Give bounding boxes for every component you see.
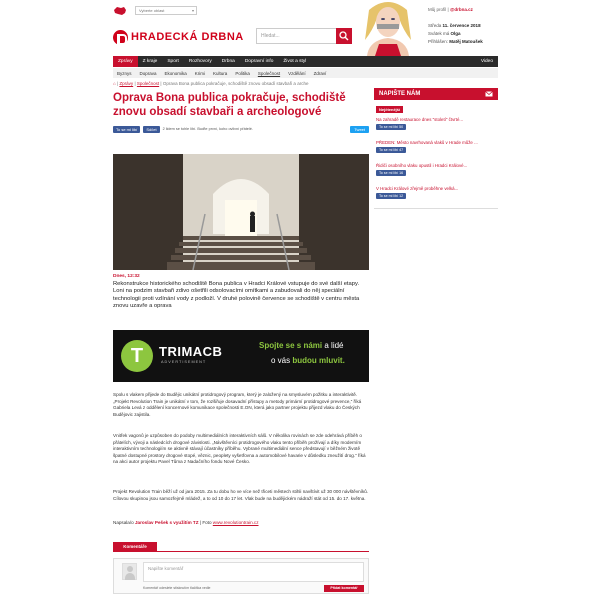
region-select-value: Vyberte oblast xyxy=(139,8,165,13)
most-read-label: Nejčtenější xyxy=(376,106,403,113)
region-select[interactable] xyxy=(135,6,197,15)
nameday-value: Olga xyxy=(450,31,461,36)
sidebar-item xyxy=(376,140,496,153)
article-perex: Rekonstrukce historického schodiště Bona publica v Hradci Králové vstupuje do své další etapy. Loni na podzim stavbaři zdivo ošetřili odsolovacími omítkami a zabudovali do něj speciální technologii proti vzlínání vody z podloží. V druhé polovině července se schodiště v centru města znovu uzavře a oprava xyxy=(113,281,360,309)
header-photo xyxy=(355,0,421,56)
avatar xyxy=(122,563,137,580)
breadcrumb-current: Oprava Bona publica pokračuje, schodiště znovu obsadí stavbaři a arche xyxy=(162,81,309,86)
comments-divider xyxy=(113,551,369,552)
facebook-share-button[interactable]: Sdílet xyxy=(143,126,159,133)
search-input[interactable]: Hledat... xyxy=(256,28,352,44)
subnav-item-ekonomika[interactable]: Ekonomika xyxy=(164,70,187,76)
home-icon[interactable]: ⌂ xyxy=(113,81,116,86)
breadcrumb: ⌂ | Zprávy | Společnost | Oprava Bona publica pokračuje, schodiště znovu obsadí stavbaři a arche xyxy=(113,81,309,86)
article-photo[interactable] xyxy=(113,154,369,270)
sidebar-item-link[interactable]: Řidiči osobního vlaku opustil i Hradci Králové... xyxy=(376,163,468,168)
breadcrumb-category[interactable]: Společnost xyxy=(136,81,160,86)
subnav-item-vzdelani[interactable]: Vzdělání xyxy=(288,70,306,76)
date-value: 11. července 2018 xyxy=(442,23,481,28)
nav-item-zivot-a-styl[interactable]: Život a styl xyxy=(283,59,307,64)
write-us-header[interactable] xyxy=(374,88,498,100)
tweet-button[interactable]: Tweet xyxy=(350,126,369,133)
sidebar-item xyxy=(376,186,496,199)
banner-brand: TRIMACB xyxy=(159,344,223,359)
sidebar-like-button[interactable]: To se mi líbí 16 xyxy=(376,170,406,176)
facebook-like-button[interactable]: To se mi líbí xyxy=(113,126,140,133)
nav-item-rozhovory[interactable]: Rozhovory xyxy=(188,59,212,64)
nav-item-drbna[interactable]: Drbna xyxy=(221,59,235,64)
subnav-item-zdravi[interactable]: Zdraví xyxy=(313,70,327,76)
sidebar-like-button[interactable]: To se mi líbí 12 xyxy=(376,193,406,199)
article-paragraph-2: Vnitřek vagonů je uzpůsoben do podoby multimediálních interaktivních sálů. V několika rovinách se zde odehrává příběh o přátelích, vývoji a následcích drogové závislosti. „Návštěvníci protidrogového vlaku tento příběh prožívají a díky moderním interaktivním technologiím se aktivně stávají účastníky příběhu. Vybrané multimediální sence představují v běžném životě špatné dostupné prostory drogové stopé, věznic, peoplety vyšetřovna a automobilové havarie v důsledku zneužití drog.“ říká na akci autor projektu Pavel Tůma z Nadačního fondu Nové Česko. xyxy=(113,433,366,465)
logo-icon xyxy=(113,30,128,45)
sidebar-like-button[interactable]: To se mi líbí 47 xyxy=(376,147,406,153)
comment-note: Komentář odeslete stisknutím tlačítka vedle xyxy=(143,586,211,590)
photo-source-link[interactable]: www.revolutiontrain.cz xyxy=(212,520,259,525)
date-info xyxy=(428,22,483,46)
share-row xyxy=(113,124,369,134)
nameday-label: Svátek má xyxy=(428,31,450,36)
sidebar-item xyxy=(376,117,496,130)
nav-item-sport[interactable]: Sport xyxy=(167,59,179,64)
article-paragraph-1: Spolu s vlakem přijede do Budějic unikátní protidrogový program, který je založený na smysluvém požitku a interaktivitě. „Projekt Revolution Train je unikátní v tom, že rozšiřuje dosavadní přístupy a metody primární protidrogové prevence,“ říká Gabriela Levá z oddělení koncernové komunikace společnosti E.ON, která jako partner projektu přijezd vlaku do Českých Budějovic zajistila. xyxy=(113,392,362,417)
search-icon xyxy=(339,31,349,41)
comment-form xyxy=(113,558,369,594)
chevron-down-icon: ▾ xyxy=(191,8,194,13)
nav-item-zpravy[interactable]: Zprávy xyxy=(113,56,138,67)
article-time: Dnes, 12:32 xyxy=(113,274,140,279)
article-source: Napsala/o Jaroslav Pešek s využitím TZ | Foto www.revolutiontrain.cz xyxy=(113,520,259,525)
share-count-text: 2 lidem se tohle líbí. Buďte první, koho ovlivní přátelé. xyxy=(162,127,253,131)
breadcrumb-section[interactable]: Zprávy xyxy=(119,81,134,86)
top-right-links: Můj profil | @drbna.cz xyxy=(428,7,473,12)
user-name[interactable]: Matěj Matoušek xyxy=(449,39,483,44)
subnav-item-byznys[interactable]: Byznys xyxy=(117,70,132,76)
write-us-label: NAPIŠTE NÁM xyxy=(379,91,421,97)
comment-input[interactable]: Napište komentář xyxy=(143,562,364,582)
nav-item-dopravni-info[interactable]: Dopravní info xyxy=(244,59,274,64)
user-label: Přihlášen: xyxy=(428,39,449,44)
my-zone-link[interactable]: Můj profil xyxy=(428,7,447,12)
article-author[interactable]: Jaroslav Pešek s využitím TZ xyxy=(134,520,199,525)
subnav-item-kultura[interactable]: Kultura xyxy=(213,70,228,76)
banner-claim-2: o vás budou mluvit. xyxy=(271,356,345,365)
czech-map-icon[interactable] xyxy=(113,6,127,16)
logo-text: HRADECKÁ DRBNA xyxy=(131,31,244,43)
main-nav xyxy=(113,56,498,67)
nav-item-z-kraje[interactable]: Z kraje xyxy=(142,59,158,64)
add-comment-button[interactable]: Přidat komentář xyxy=(324,585,364,592)
sidebar-like-button[interactable]: To se mi líbí 50 xyxy=(376,124,406,130)
date-label: Středa xyxy=(428,23,442,28)
article-title: Oprava Bona publica pokračuje, schodiště znovu obsadí stavbaři a archeologové xyxy=(113,92,346,118)
subnav-item-politika[interactable]: Politika xyxy=(235,70,250,76)
ad-banner[interactable] xyxy=(113,330,369,382)
sidebar-item-link[interactable]: Na zahradě restaurace dnes "století" čtvrté... xyxy=(376,117,464,122)
subnav-item-spolecnost[interactable]: Společnost xyxy=(257,70,281,76)
mail-icon xyxy=(485,91,493,97)
banner-brand-sub: ADVERTISEMENT xyxy=(161,360,207,364)
article-paragraph-3: Projekt Revolution Train běží už od jara 2015. Za tu dobu ho ve více než třiceti městech stihli navštívit už 30 000 návštěvníků. Cílovou skupinou jsou samozřejmě mládež, a to od 10 do 17 let. Vlak bude na budějickém nádraží stát od 15. do 17. května. xyxy=(113,489,369,501)
sub-nav xyxy=(113,68,498,78)
top-bar xyxy=(0,0,611,20)
banner-logo-icon: T xyxy=(121,340,153,372)
subnav-item-krimi[interactable]: Krimi xyxy=(194,70,206,76)
comments-tab[interactable]: Komentáře xyxy=(113,542,157,551)
sidebar-divider xyxy=(374,208,498,209)
banner-claim-1: Spojte se s námi a lidé xyxy=(259,341,344,350)
search-button[interactable] xyxy=(336,28,352,44)
sidebar-item-link[interactable]: V Hradci Králové zřejmě proběhne velká... xyxy=(376,186,459,191)
site-logo[interactable] xyxy=(113,29,244,45)
email-link[interactable]: @drbna.cz xyxy=(449,7,473,12)
nav-item-video[interactable]: Video xyxy=(480,59,493,64)
sidebar-item-link[interactable]: PŘEDEN: Město navrhovaná vlaků v Hrade může ... xyxy=(376,140,478,145)
sidebar-item xyxy=(376,163,496,176)
subnav-item-doprava[interactable]: Doprava xyxy=(139,70,157,76)
